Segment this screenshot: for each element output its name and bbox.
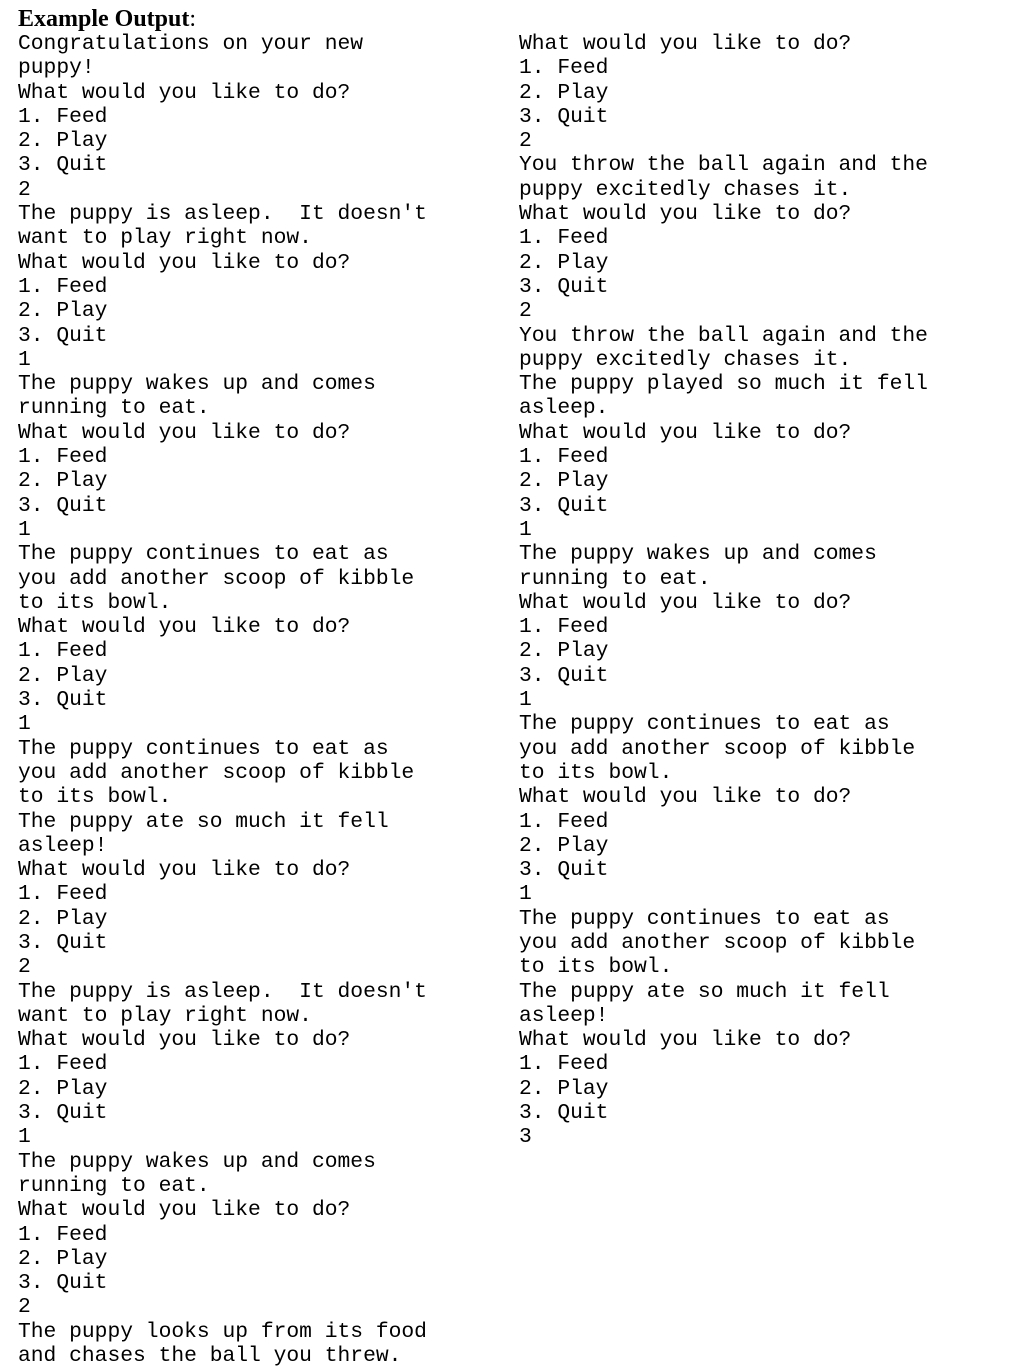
output-line: What would you like to do? — [18, 1028, 351, 1053]
output-line: to its bowl. — [519, 760, 673, 785]
output-line: 2. Play — [519, 469, 609, 494]
output-line: 1. Feed — [519, 809, 609, 834]
output-line: 2. Play — [519, 250, 609, 275]
output-line: 3. Quit — [519, 663, 609, 688]
heading-title: Example Output — [18, 6, 190, 32]
output-line: The puppy looks up from its food — [18, 1319, 427, 1344]
output-line: puppy excitedly chases it. — [519, 177, 852, 202]
output-line: You throw the ball again and the — [519, 153, 928, 178]
output-line: What would you like to do? — [18, 420, 351, 445]
output-line: asleep. — [519, 396, 609, 421]
output-line: 2. Play — [18, 1076, 108, 1101]
output-line: Congratulations on your new — [18, 32, 364, 56]
output-line: you add another scoop of kibble — [519, 736, 916, 761]
output-line: 2. Play — [18, 663, 108, 688]
output-line: 1. Feed — [18, 274, 108, 299]
output-line: asleep! — [519, 1003, 609, 1028]
output-line: What would you like to do? — [519, 202, 852, 227]
output-line: The puppy wakes up and comes — [519, 542, 877, 567]
output-line: The puppy is asleep. It doesn't — [18, 979, 427, 1004]
output-line: The puppy ate so much it fell — [519, 979, 890, 1004]
output-line: 1. Feed — [18, 639, 108, 664]
output-line: 1. Feed — [18, 1052, 108, 1077]
output-line: 2 — [519, 299, 532, 324]
output-line: puppy excitedly chases it. — [519, 347, 852, 372]
output-line: What would you like to do? — [519, 1028, 852, 1053]
output-line: The puppy continues to eat as — [18, 542, 389, 567]
output-line: 2 — [519, 129, 532, 154]
output-line: 2. Play — [18, 1246, 108, 1271]
output-line: you add another scoop of kibble — [519, 930, 916, 955]
output-line: 1 — [18, 347, 31, 372]
output-line: 2. Play — [18, 906, 108, 931]
output-line: running to eat. — [519, 566, 711, 591]
output-line: to its bowl. — [18, 785, 172, 810]
output-line: 2. Play — [519, 833, 609, 858]
output-line: What would you like to do? — [18, 80, 351, 105]
output-line: 2 — [18, 1295, 31, 1320]
output-line: 1. Feed — [519, 226, 609, 251]
output-line: 1. Feed — [18, 445, 108, 470]
output-line: What would you like to do? — [18, 615, 351, 640]
output-line: You throw the ball again and the — [519, 323, 928, 348]
output-line: want to play right now. — [18, 226, 312, 251]
output-line: The puppy played so much it fell — [519, 372, 928, 397]
output-line: 3. Quit — [519, 493, 609, 518]
output-line: The puppy continues to eat as — [519, 906, 890, 931]
output-line: 1 — [18, 517, 31, 542]
output-line: The puppy continues to eat as — [18, 736, 389, 761]
output-line: 1 — [18, 1125, 31, 1150]
output-line: 3. Quit — [18, 153, 108, 178]
output-line: want to play right now. — [18, 1003, 312, 1028]
output-column-left — [18, 32, 427, 1368]
output-line: to its bowl. — [18, 590, 172, 615]
output-line: 2. Play — [18, 469, 108, 494]
output-line: What would you like to do? — [18, 858, 351, 883]
output-line: The puppy ate so much it fell — [18, 809, 389, 834]
heading-colon: : — [189, 6, 197, 32]
output-column-right — [519, 32, 928, 1150]
output-line: What would you like to do? — [519, 420, 852, 445]
output-line: What would you like to do? — [519, 590, 852, 615]
output-line: you add another scoop of kibble — [18, 566, 415, 591]
output-line: 1. Feed — [18, 104, 108, 129]
output-line: running to eat. — [18, 396, 210, 421]
output-line: puppy! — [18, 56, 95, 81]
output-line: 3. Quit — [18, 493, 108, 518]
output-line: asleep! — [18, 833, 108, 858]
output-line: 3. Quit — [519, 274, 609, 299]
output-line: 3. Quit — [18, 930, 108, 955]
output-line: 1. Feed — [519, 1052, 609, 1077]
output-line: 1 — [519, 517, 532, 542]
output-line: running to eat. — [18, 1173, 210, 1198]
output-line: you add another scoop of kibble — [18, 760, 415, 785]
output-line: 2 — [18, 177, 31, 202]
output-line: 1. Feed — [519, 56, 609, 81]
output-line: 3. Quit — [18, 323, 108, 348]
output-line: What would you like to do? — [519, 32, 852, 56]
output-line: 1. Feed — [519, 445, 609, 470]
output-line: 3. Quit — [18, 688, 108, 713]
output-line: 3. Quit — [519, 104, 609, 129]
output-line: 2. Play — [519, 1076, 609, 1101]
output-line: The puppy wakes up and comes — [18, 372, 376, 397]
output-line: to its bowl. — [519, 955, 673, 980]
output-line: The puppy continues to eat as — [519, 712, 890, 737]
output-line: and chases the ball you threw. — [18, 1344, 402, 1368]
output-line: 1 — [519, 882, 532, 907]
output-line: 2. Play — [519, 639, 609, 664]
output-line: 1. Feed — [18, 882, 108, 907]
output-line: The puppy is asleep. It doesn't — [18, 202, 427, 227]
output-line: 3. Quit — [519, 1101, 609, 1126]
output-line: 2. Play — [519, 80, 609, 105]
output-line: 3. Quit — [519, 858, 609, 883]
output-line: 2 — [18, 955, 31, 980]
output-line: 1 — [18, 712, 31, 737]
section-heading — [18, 5, 196, 33]
output-line: 3. Quit — [18, 1271, 108, 1296]
output-line: What would you like to do? — [18, 1198, 351, 1223]
output-line: The puppy wakes up and comes — [18, 1149, 376, 1174]
output-line: 1. Feed — [18, 1222, 108, 1247]
output-line: 3 — [519, 1125, 532, 1150]
output-line: 1. Feed — [519, 615, 609, 640]
output-line: 3. Quit — [18, 1101, 108, 1126]
output-line: 2. Play — [18, 129, 108, 154]
output-line: What would you like to do? — [519, 785, 852, 810]
output-line: 2. Play — [18, 299, 108, 324]
output-line: What would you like to do? — [18, 250, 351, 275]
output-line: 1 — [519, 688, 532, 713]
